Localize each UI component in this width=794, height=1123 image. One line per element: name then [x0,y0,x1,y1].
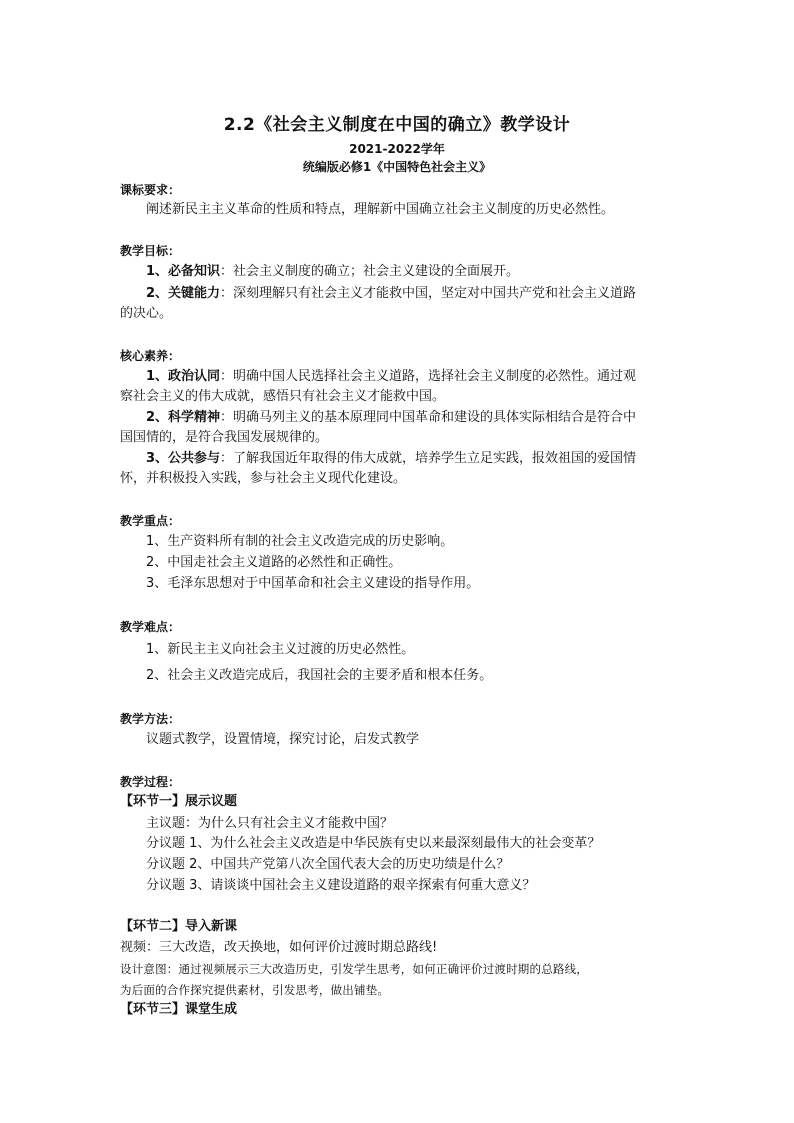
difficulties-heading: 教学难点： [120,620,181,634]
key-points-heading: 教学重点： [120,514,181,528]
process-heading: 教学过程： [120,775,181,789]
literacy-item-1 [146,367,636,387]
school-year: 2021-2022学年 [349,142,445,156]
difficulty-item: 1、新民主主义向社会主义过渡的历史必然性。 [146,642,415,657]
goal-item-1-label: 1、必备知识 [146,264,221,279]
stage-1-heading: 【环节一】展示议题 [120,794,238,809]
literacy-item-2-cont: 国国情的，是符合我国发展规律的。 [120,430,329,445]
literacy-item-1-cont: 察社会主义的伟大成就，感悟只有社会主义才能救中国。 [120,389,446,404]
goal-item-1-text: ：社会主义制度的确立；社会主义建设的全面展开。 [220,264,520,279]
literacy-item-2-label: 2、科学精神 [146,410,221,425]
document-title: 2.2《社会主义制度在中国的确立》教学设计 [223,115,571,135]
literacy-item-1-label: 1、政治认同 [146,369,221,384]
topic-item: 主议题：为什么只有社会主义才能救中国？ [146,816,394,831]
design-intent-line: 为后面的合作探究提供素材，引发思考，做出铺垫。 [120,983,390,997]
goal-item-2-text: ：深刻理解只有社会主义才能救中国，坚定对中国共产党和社会主义道路 [220,286,637,301]
literacy-item-1-text: ：明确中国人民选择社会主义道路，选择社会主义制度的必然性。通过观 [220,369,637,384]
goal-item-1 [146,262,519,282]
key-point-item: 1、生产资料所有制的社会主义改造完成的历史影响。 [146,534,454,549]
goals-heading: 教学目标： [120,244,181,258]
curriculum-text: 阐述新民主主义革命的性质和特点，理解新中国确立社会主义制度的历史必然性。 [146,202,615,217]
key-point-item: 2、中国走社会主义道路的必然性和正确性。 [146,555,402,570]
literacy-item-2 [146,408,636,428]
topic-item: 分议题 3、请谈谈中国社会主义建设道路的艰辛探索有何重大意义？ [146,878,536,893]
topic-item: 分议题 1、为什么社会主义改造是中华民族有史以来最深刻最伟大的社会变革？ [146,836,601,851]
methods-text: 议题式教学，设置情境，探究讨论，启发式教学 [146,732,420,747]
methods-heading: 教学方法： [120,712,181,726]
textbook-name: 统编版必修1《中国特色社会主义》 [302,160,492,174]
goal-item-2-cont: 的决心。 [120,306,173,321]
literacy-heading: 核心素养： [120,349,181,363]
difficulty-item: 2、社会主义改造完成后，我国社会的主要矛盾和根本任务。 [146,668,493,683]
curriculum-heading: 课标要求： [120,183,181,197]
stage-3-heading: 【环节三】课堂生成 [120,1002,238,1017]
literacy-item-3-text: ：了解我国近年取得的伟大成就，培养学生立足实践，报效祖国的爱国情 [220,451,637,466]
literacy-item-3 [146,449,636,469]
literacy-item-2-text: ：明确马列主义的基本原理同中国革命和建设的具体实际相结合是符合中 [220,410,637,425]
literacy-item-3-label: 3、公共参与 [146,451,221,466]
topic-item: 分议题 2、中国共产党第八次全国代表大会的历史功绩是什么？ [146,857,510,872]
video-line: 视频：三大改造，改天换地，如何评价过渡时期总路线! [120,940,438,955]
goal-item-2-label: 2、关键能力 [146,286,221,301]
goal-item-2 [146,284,636,304]
key-point-item: 3、毛泽东思想对于中国革命和社会主义建设的指导作用。 [146,576,480,591]
design-intent-line: 设计意图：通过视频展示三大改造历史，引发学生思考，如何正确评价过渡时期的总路线， [120,962,588,976]
literacy-item-3-cont: 怀，并积极投入实践，参与社会主义现代化建设。 [120,471,407,486]
stage-2-heading: 【环节二】导入新课 [120,919,238,934]
